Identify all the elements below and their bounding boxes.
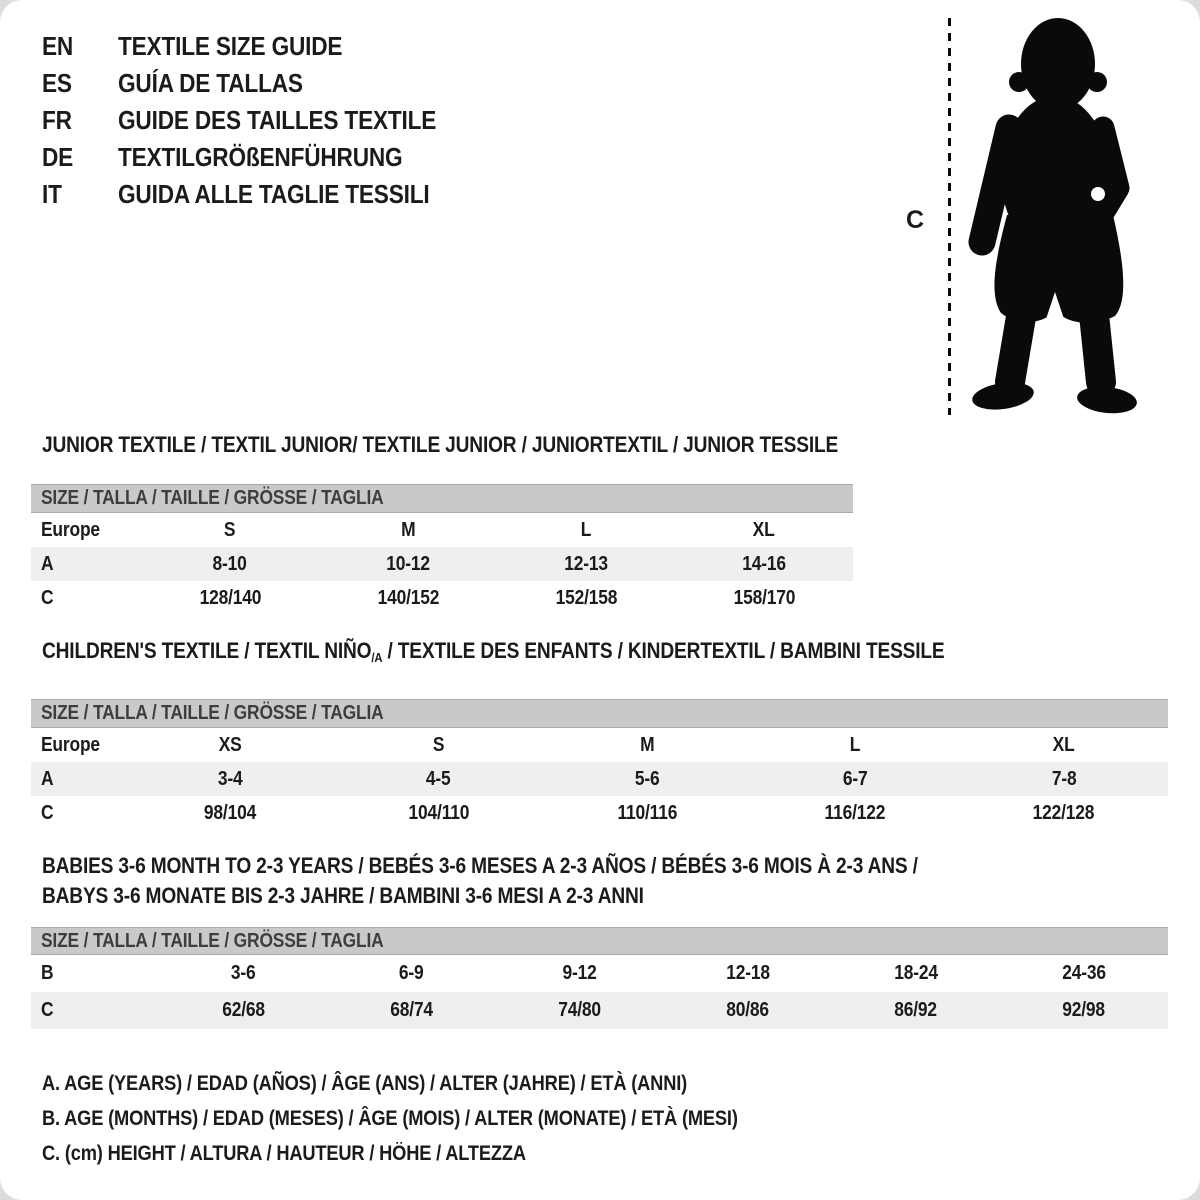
measurement-legend <box>42 1066 842 1171</box>
language-code: ES <box>42 68 72 98</box>
size-cell: 80/86 <box>726 999 769 1021</box>
language-code: IT <box>42 179 62 209</box>
guide-title-fr: GUIDE DES TAILLES TEXTILE <box>118 105 437 135</box>
size-cell: 110/116 <box>617 801 677 824</box>
size-cell: 6-9 <box>398 962 424 984</box>
size-cell: 158/170 <box>733 586 795 609</box>
size-cell: L <box>850 733 861 756</box>
size-cell: 74/80 <box>558 999 601 1021</box>
size-cell: 86/92 <box>894 999 938 1021</box>
row-label: A <box>41 767 54 790</box>
language-row-de <box>42 139 484 176</box>
junior-size-header-bar <box>31 484 853 513</box>
size-cell: 18-24 <box>893 962 938 984</box>
junior-size-table <box>31 513 853 615</box>
table-row-a <box>31 762 1168 796</box>
size-bar-label: SIZE / TALLA / TAILLE / GRÖSSE / TAGLIA <box>41 929 384 952</box>
size-cell: 128/140 <box>199 586 261 609</box>
size-cell: 7-8 <box>1051 767 1077 790</box>
children-size-table <box>31 728 1168 830</box>
size-cell: 68/74 <box>389 999 433 1021</box>
guide-title-es: GUÍA DE TALLAS <box>118 68 303 98</box>
size-cell: 8-10 <box>212 552 248 575</box>
babies-title-line-2: BABYS 3-6 MONATE BIS 2-3 JAHRE / BAMBINI 3-6 MESI A 2-3 ANNI <box>42 883 644 908</box>
size-cell: 116/122 <box>825 801 886 824</box>
size-cell: 10-12 <box>386 552 430 575</box>
size-cell: 98/104 <box>204 801 257 824</box>
row-label: A <box>41 552 54 575</box>
language-code: FR <box>42 105 72 135</box>
table-row-c <box>31 581 853 615</box>
language-row-fr <box>42 102 484 139</box>
row-label: Europe <box>41 518 100 541</box>
children-section-title-text: CHILDREN'S TEXTILE / TEXTIL $NIÑO_{/A}$ / TEXTILE DES ENFANTS / KINDERTEXTIL / BAMBINI TESSILE <box>42 638 945 665</box>
legend-line-a: A. AGE (YEARS) / EDAD (AÑOS) / ÂGE (ANS) / ALTER (JAHRE) / ETÀ (ANNI) <box>42 1072 688 1095</box>
table-row-c <box>31 796 1168 830</box>
row-label: B <box>41 962 54 984</box>
size-cell: 12-18 <box>725 962 770 984</box>
size-cell: 122/128 <box>1032 801 1095 824</box>
row-label: C <box>41 999 54 1021</box>
table-row-europe <box>31 728 1168 762</box>
table-row-b <box>31 955 1168 992</box>
children-section-title <box>31 638 1168 671</box>
row-label: C <box>41 586 54 609</box>
section-junior-textile <box>31 432 853 615</box>
babies-section-title <box>31 851 1168 911</box>
language-row-it <box>42 176 484 213</box>
size-cell: XL <box>753 518 775 541</box>
size-cell: S <box>432 733 445 756</box>
size-cell: XL <box>1052 733 1075 756</box>
size-cell: 3-4 <box>217 767 243 790</box>
nino-a-subscript: /A <box>371 650 383 665</box>
size-cell: 4-5 <box>426 767 451 790</box>
babies-size-table <box>31 955 1168 1029</box>
language-title-list <box>42 28 484 213</box>
babies-size-header-bar <box>31 927 1168 955</box>
children-size-header-bar <box>31 699 1168 728</box>
row-label: C <box>41 801 54 824</box>
language-code: EN <box>42 31 74 61</box>
size-bar-label: SIZE / TALLA / TAILLE / GRÖSSE / TAGLIA <box>41 487 384 509</box>
junior-section-title-text: JUNIOR TEXTILE / TEXTIL JUNIOR/ TEXTILE JUNIOR / JUNIORTEXTIL / JUNIOR TESSILE <box>42 432 839 457</box>
height-measure-dashed-line <box>948 18 951 415</box>
size-cell: S <box>224 518 236 541</box>
table-row-c <box>31 992 1168 1029</box>
size-cell: 5-6 <box>634 767 660 790</box>
section-babies-textile <box>31 851 1168 1029</box>
size-cell: 12-13 <box>564 552 608 575</box>
junior-section-title <box>31 432 853 458</box>
size-cell: L <box>580 518 592 541</box>
guide-title-de: TEXTILGRÖßENFÜHRUNG <box>118 142 403 172</box>
size-cell: 3-6 <box>230 962 256 984</box>
size-cell: M <box>400 518 416 541</box>
guide-title-it: GUIDA ALLE TAGLIE TESSILI <box>118 179 430 209</box>
size-cell: 152/158 <box>555 586 617 609</box>
toddler-silhouette-icon <box>955 10 1150 420</box>
row-label: Europe <box>41 733 100 756</box>
size-cell: 104/110 <box>408 801 469 824</box>
size-cell: 62/68 <box>221 999 265 1021</box>
size-cell: 9-12 <box>562 962 597 984</box>
height-measure-label: C <box>906 206 925 234</box>
size-cell: 140/152 <box>377 586 439 609</box>
size-bar-label: SIZE / TALLA / TAILLE / GRÖSSE / TAGLIA <box>41 702 384 724</box>
size-cell: 14-16 <box>742 552 786 575</box>
language-row-en <box>42 28 484 65</box>
table-row-europe <box>31 513 853 547</box>
size-cell: 24-36 <box>1062 962 1106 984</box>
size-cell: 6-7 <box>843 767 868 790</box>
guide-title-en: TEXTILE SIZE GUIDE <box>118 31 343 61</box>
section-childrens-textile <box>31 638 1168 830</box>
size-cell: 92/98 <box>1062 999 1106 1021</box>
language-row-es <box>42 65 484 102</box>
legend-line-b: B. AGE (MONTHS) / EDAD (MESES) / ÂGE (MOIS) / ALTER (MONATE) / ETÀ (MESI) <box>42 1107 738 1130</box>
table-row-a <box>31 547 853 581</box>
legend-line-c: C. (cm) HEIGHT / ALTURA / HAUTEUR / HÖHE / ALTEZZA <box>42 1142 526 1165</box>
babies-title-line-1: BABIES 3-6 MONTH TO 2-3 YEARS / BEBÉS 3-6 MESES A 2-3 AÑOS / BÉBÉS 3-6 MOIS À 2-3 ANS / <box>42 853 918 878</box>
height-measure-figure <box>880 0 1200 430</box>
size-cell: XS <box>218 733 242 756</box>
size-cell: M <box>639 733 655 756</box>
language-code: DE <box>42 142 74 172</box>
